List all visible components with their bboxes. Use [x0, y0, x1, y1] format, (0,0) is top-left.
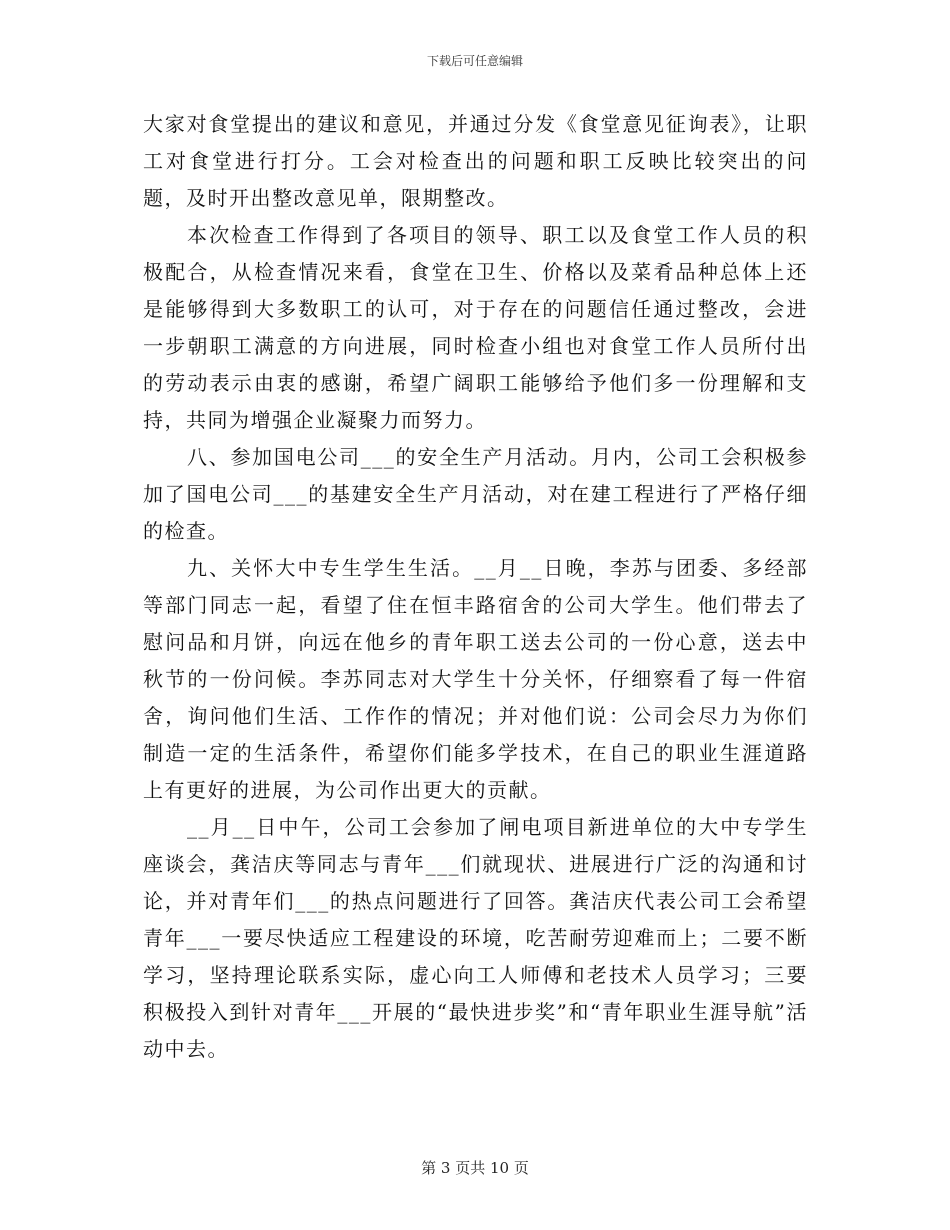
paragraph-student-care: 九、关怀大中专生学生生活。__月__日晚，李苏与团委、多经部等部门同志一起，看望了住在恒丰路宿舍的公司大学生。他们带去了慰问品和月饼，向远在他乡的青年职工送去公司的一份心意，送去中秋节的一份问候。李苏同志对大学生十分关怀，仔细察看了每一件宿舍，询问他们生活、工作作的情况；并对他们说：公司会尽力为你们制造一定的生活条件，希望你们能多学技术，在自己的职业生涯道路上有更好的进展，为公司作出更大的贡献。: [143, 556, 808, 802]
paragraph-safety-month: 八、参加国电公司___的安全生产月活动。月内，公司工会积极参加了国电公司___的基建安全生产月活动，对在建工程进行了严格仔细的检查。: [143, 445, 808, 543]
page-number: 第 3 页共 10 页: [421, 1159, 529, 1177]
paragraph-symposium: __月__日中午，公司工会参加了闸电项目新进单位的大中专学生座谈会，龚洁庆等同志与青年___们就现状、进展进行广泛的沟通和讨论，并对青年们___的热点问题进行了回答。龚洁庆代表公司工会希望青年___一要尽快适应工程建设的环境，吃苦耐劳迎难而上；二要不断学习，坚持理论联系实际，虚心向工人师傅和老技术人员学习；三要积极投入到针对青年___开展的“最快进步奖”和“青年职业生涯导航”活动中去。: [143, 815, 808, 1061]
document-body: [143, 106, 808, 1068]
paragraph-continuation: 大家对食堂提出的建议和意见，并通过分发《食堂意见征询表》，让职工对食堂进行打分。工会对检查出的问题和职工反映比较突出的问题，及时开出整改意见单，限期整改。: [143, 112, 808, 210]
page-header: 下载后可任意编辑: [426, 54, 523, 68]
paragraph-inspection-summary: 本次检查工作得到了各项目的领导、职工以及食堂工作人员的积极配合，从检查情况来看，食堂在卫生、价格以及菜肴品种总体上还是能够得到大多数职工的认可，对于存在的问题信任通过整改，会进一步朝职工满意的方向进展，同时检查小组也对食堂工作人员所付出的劳动表示由衷的感谢，希望广阔职工能够给予他们多一份理解和支持，共同为增强企业凝聚力而努力。: [143, 223, 808, 432]
